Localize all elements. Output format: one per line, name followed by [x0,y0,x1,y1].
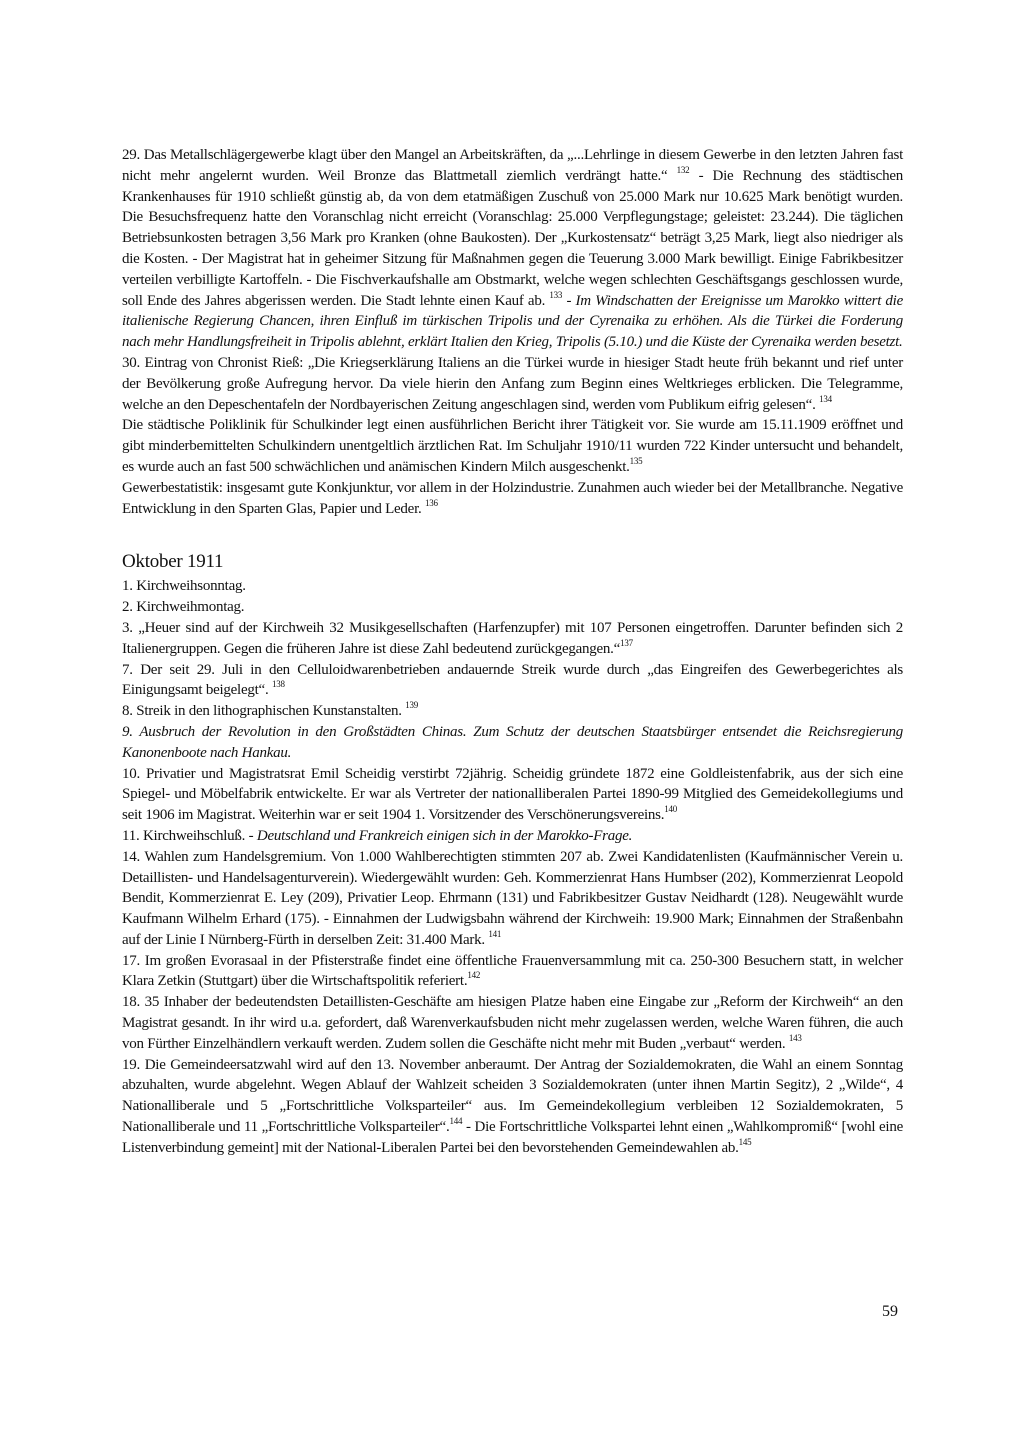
entry-text: 1. Kirchweihsonntag. [122,578,246,595]
entry-text: 7. Der seit 29. Juli in den Celluloidwarenbetrieben andauernde Streik wurde durch „das Eingreifen des Gewerbegerichtes als Einigungsamt beigelegt“. [122,661,903,699]
footnote-ref: 142 [467,970,481,981]
footnote-ref: 132 [676,164,690,175]
section-october-entries [122,576,903,1158]
footnote-ref: 138 [271,679,285,690]
chronicle-entry [122,576,903,597]
entry-text: 30. Eintrag von Chronist Rieß: „Die Kriegserklärung Italiens an die Türkei wurde in hiesiger Stadt heute früh bekannt und rief unter der Bevölkerung große Aufregung hervor. Da viele hierin den Anfang zum Beginn eines Weltkrieges erblicken. Die Telegramme, welche an den Depeschentafeln der Nordbayerischen Zeitung angeschlagen sind, werden vom Publikum eifrig gelesen“. [122,354,903,413]
footnote-ref: 139 [405,700,419,711]
chronicle-entry [122,660,903,702]
document-page [122,145,903,1159]
spacer [122,519,903,527]
entry-text: 19. Die Gemeindeersatzwahl wird auf den 13. November anberaumt. Der Antrag der Sozialdemokraten, die Wahl an einem Sonntag abzuhalten, wurde abgelehnt. Wegen Ablauf der Wahlzeit scheiden 3 Sozialdemokraten (unter ihnen Martin Segitz), 2 „Wilde“, 4 Nationalliberale und 5 „Fortschrittliche Volksparteiler“ aus. Im Gemeindekollegium verbleiben 12 Sozialdemokraten, 5 Nationalliberale und 11 „Fortschrittliche Volksparteiler“. [122,1056,903,1136]
chronicle-entry [122,353,903,415]
footnote-ref: 145 [738,1136,752,1147]
chronicle-entry [122,1055,903,1159]
footnote-ref: 141 [488,928,502,939]
chronicle-entry [122,478,903,520]
entry-text: Die städtische Poliklinik für Schulkinder legt einen ausführlichen Bericht ihrer Tätigkeit vor. Sie wurde am 15.11.1909 eröffnet und gibt minderbemittelten Schulkindern unentgeltlich ärztlichen Rat. Im Schuljahr 1910/11 wurden 722 Kinder untersucht und behandelt, es wurde auch an fast 500 schwächlichen und anämischen Kindern Milch ausgeschenkt. [122,417,903,475]
entry-text: 29. Das Metallschlägergewerbe klagt über den Mangel an Arbeitskräften, da „...Lehrlinge in diesem Gewerbe in den letzten Jahren fast nicht mehr angelernt wurden. Weil Bronze das Blattmetall ziemlich verdrängt hatte.“ [122,147,903,184]
entry-text: - Die Fortschrittliche Volkspartei lehnt einen „Wahlkompromiß“ [wohl eine Listenverbindung gemeint] mit der National-Liberalen Partei bei den bevorstehenden Gemeindewahlen ab. [122,1119,903,1156]
entry-text: - [562,292,576,309]
entry-text: - Die Rechnung des städtischen Krankenhauses für 1910 schließt günstig ab, da von dem etatmäßigen Zuschuß von 25.000 Mark nur 10.625 Mark benötigt wurden. Die Besuchsfrequenz hatte den Voranschlag nicht erreicht (Voranschlag: 25.000 Verpflegungstage; geleistet: 23.244). Die täglichen Betriebsunkosten betragen 3,56 Mark pro Kranken (ohne Baukosten). Der „Kurkostensatz“ beträgt 3,25 Mark, liegt also niedriger als die Kosten. - Der Magistrat hat in geheimer Sitzung für Maßnahmen gegen die Teuerung 3.000 Mark bewilligt. Einige Fabrikbesitzer verteilen verbilligte Kartoffeln. - Die Fischverkaufshalle am Obstmarkt, welche wegen schlechten Geschäftsgangs geschlossen wurde, soll Ende des Jahres abgerissen werden. Die Stadt lehnte einen Kauf ab. [122,167,903,309]
chronicle-entry [122,951,903,993]
italic-text: 9. Ausbruch der Revolution in den Großstädten Chinas. Zum Schutz der deutschen Staatsbürger entsendet die Reichsregierung Kanonenboote nach Hankau. [122,723,903,761]
entry-text: 17. Im großen Evorasaal in der Pfisterstraße findet eine öffentliche Frauenversammlung mit ca. 250-300 Besuchern statt, in welcher Klara Zetkin (Stuttgart) über die Wirtschaftspolitik referiert. [122,952,903,990]
footnote-ref: 137 [620,637,633,648]
footnote-ref: 135 [629,455,643,466]
chronicle-entry [122,415,903,477]
footnote-ref: 144 [449,1116,463,1127]
entry-text: 14. Wahlen zum Handelsgremium. Von 1.000 Wahlberechtigten stimmten 207 ab. Zwei Kandidatenlisten (Kaufmännischer Verein u. Detaillisten- und Handelsagenturverein). Wiedergewählt wurden: Geh. Kommerzienrat Hans Humbser (202), Kommerzienrat Leopold Bendit, Kommerzienrat E. Ley (209), Privatier Leop. Ehrmann (131) und Fabrikbesitzer Gustav Neidhardt (128). Neugewählt wurde Kaufmann Wilhelm Erhard (175). - Einnahmen der Ludwigsbahn während der Kirchweih: 19.900 Mark; Einnahmen der Straßenbahn auf der Linie I Nürnberg-Fürth in derselben Zeit: 31.400 Mark. [122,848,903,948]
month-heading: Oktober 1911 [122,551,224,573]
chronicle-entry [122,826,903,847]
entry-text: 2. Kirchweihmontag. [122,599,245,616]
footnote-ref: 134 [819,393,832,404]
chronicle-entry [122,992,903,1054]
entry-text: 10. Privatier und Magistratsrat Emil Scheidig verstirbt 72jährig. Scheidig gründete 1872 eine Goldleistenfabrik, aus der sich eine Spiegel- und Möbelfabrik entwickelte. Er war als Vertreter der nationalliberalen Partei 1890-99 Mitglied des Gemeidekollegiums und seit 1906 im Magistrat. Weiterhin war er seit 1904 1. Vorsitzender des Verschönerungsvereins. [122,765,903,824]
footnote-ref: 136 [425,497,438,508]
footnote-ref: 143 [788,1032,802,1043]
entry-text: 8. Streik in den lithographischen Kunstanstalten. [122,703,406,720]
entry-text: 18. 35 Inhaber der bedeutendsten Detaillisten-Geschäfte am hiesigen Platze haben eine Eingabe zur „Reform der Kirchweih“ an den Magistrat gesandt. In ihr wird u.a. gefordert, daß Warenverkaufsbuden nicht mehr zugelassen werden, welche Waren führen, die auch von Fürther Einzelhändlern verkauft werden. Zudem sollen die Geschäfte nicht mehr mit Buden „verbaut“ werden. [122,994,903,1052]
chronicle-entry [122,764,903,826]
entry-text: 11. Kirchweihschluß. - [122,827,257,844]
entry-text: 3. „Heuer sind auf der Kirchweih 32 Musikgesellschaften (Harfenzupfer) mit 107 Personen eingetroffen. Darunter befinden sich 2 Italienergruppen. Gegen die früheren Jahre ist diese Zahl bedeutend zurückgegangen.“ [122,619,903,657]
italic-text: Im Windschatten der Ereignisse um Marokko wittert die italienische Regierung Chancen, ihren Einfluß im türkischen Tripolis und der Cyrenaika zu erhöhen. Als die Türkei die Forderung nach mehr Handlungsfreiheit in Tripolis ablehnt, erklärt Italien den Krieg, Tripolis (5.10.) und die Küste der Cyrenaika werden besetzt. [122,292,903,351]
chronicle-entry [122,722,903,764]
chronicle-entry [122,145,903,353]
chronicle-entry [122,847,903,951]
entry-text: Gewerbestatistik: insgesamt gute Konkjunktur, vor allem in der Holzindustrie. Zunahmen auch wieder bei der Metallbranche. Negative Entwicklung in den Sparten Glas, Papier und Leder. [122,479,903,517]
section-september-entries [122,145,903,519]
page-number: 59 [882,1303,898,1320]
italic-text: Deutschland und Frankreich einigen sich in der Marokko-Frage. [256,827,633,844]
chronicle-entry [122,701,903,722]
footnote-ref: 133 [549,289,563,300]
chronicle-entry [122,618,903,660]
footnote-ref: 140 [664,804,677,815]
chronicle-entry [122,597,903,618]
